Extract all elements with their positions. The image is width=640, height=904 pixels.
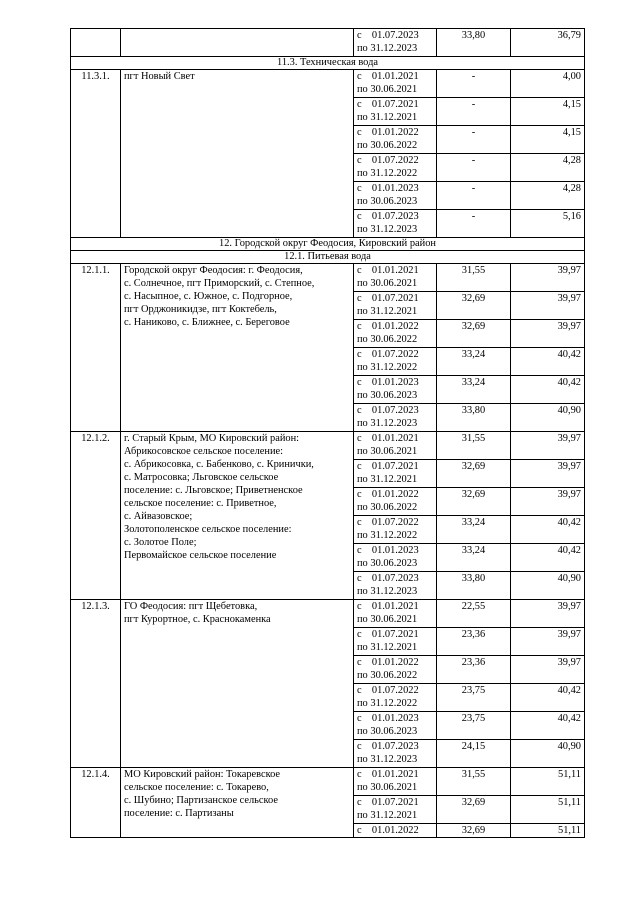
tariff-value-with-vat: 39,97 — [511, 320, 585, 348]
period-to-line — [357, 557, 433, 570]
period-cell — [354, 432, 437, 460]
period-from-prefix: с — [357, 211, 362, 222]
period-from-date: 01.01.2023 — [371, 377, 419, 388]
period-to-line — [357, 417, 433, 430]
period-from-date: 01.01.2021 — [371, 601, 419, 612]
period-from-line — [357, 516, 433, 529]
locality-description — [121, 600, 354, 768]
period-from-line — [357, 656, 433, 669]
tariff-value-without-vat: 33,24 — [437, 544, 511, 572]
period-to-prefix: по — [357, 726, 368, 737]
period-cell — [354, 404, 437, 432]
period-to-date: 30.06.2023 — [370, 558, 418, 569]
period-to-line — [357, 501, 433, 514]
tariff-value-with-vat: 39,97 — [511, 628, 585, 656]
period-cell — [354, 320, 437, 348]
period-cell — [354, 29, 437, 57]
period-cell — [354, 292, 437, 320]
tariff-value-without-vat: 32,69 — [437, 488, 511, 516]
tariff-value-without-vat: 23,75 — [437, 712, 511, 740]
period-from-date: 01.07.2022 — [371, 155, 419, 166]
section-header-feodosia — [71, 238, 585, 251]
period-from-line — [357, 796, 433, 809]
tariff-value-with-vat: 39,97 — [511, 656, 585, 684]
period-from-date: 01.07.2023 — [371, 573, 419, 584]
period-cell — [354, 126, 437, 154]
period-to-prefix: по — [357, 446, 368, 457]
period-from-prefix: с — [357, 461, 362, 472]
period-to-date: 30.06.2021 — [370, 446, 418, 457]
period-cell — [354, 460, 437, 488]
item-number: 12.1.3. — [71, 600, 121, 768]
locality-line: пгт Курортное, с. Краснокаменка — [124, 614, 271, 625]
period-from-date: 01.01.2022 — [371, 825, 419, 836]
period-cell — [354, 516, 437, 544]
period-from-prefix: с — [357, 155, 362, 166]
period-to-prefix: по — [357, 698, 368, 709]
period-from-date: 01.07.2021 — [371, 461, 419, 472]
tariff-value-with-vat: 36,79 — [511, 29, 585, 57]
tariff-value-without-vat: 33,24 — [437, 348, 511, 376]
period-cell — [354, 572, 437, 600]
tariff-value-with-vat: 4,15 — [511, 126, 585, 154]
period-from-line — [357, 348, 433, 361]
tariff-value-with-vat: 40,42 — [511, 544, 585, 572]
tariff-value-with-vat: 39,97 — [511, 600, 585, 628]
period-from-prefix: с — [357, 321, 362, 332]
period-from-prefix: с — [357, 825, 362, 836]
locality-description — [121, 432, 354, 600]
period-from-date: 01.01.2022 — [371, 127, 419, 138]
period-from-line — [357, 70, 433, 83]
period-to-date: 31.12.2023 — [370, 754, 418, 765]
period-to-date: 30.06.2023 — [370, 390, 418, 401]
section-header-feodosia-cell: 12. Городской округ Феодосия, Кировский район — [71, 238, 585, 251]
period-to-prefix: по — [357, 196, 368, 207]
tariff-value-with-vat: 39,97 — [511, 292, 585, 320]
period-cell — [354, 628, 437, 656]
period-from-date: 01.01.2022 — [371, 321, 419, 332]
tariff-value-with-vat: 40,42 — [511, 348, 585, 376]
period-to-line — [357, 361, 433, 374]
period-to-line — [357, 167, 433, 180]
period-to-prefix: по — [357, 362, 368, 373]
period-to-line — [357, 613, 433, 626]
locality-line: ГО Феодосия: пгт Щебетовка, — [124, 601, 258, 612]
tariff-value-without-vat: 32,69 — [437, 460, 511, 488]
period-to-date: 30.06.2021 — [370, 782, 418, 793]
item-number: 12.1.4. — [71, 768, 121, 838]
period-to-prefix: по — [357, 278, 368, 289]
period-from-line — [357, 544, 433, 557]
period-from-line — [357, 126, 433, 139]
period-to-prefix: по — [357, 502, 368, 513]
tariff-value-without-vat: - — [437, 70, 511, 98]
period-from-line — [357, 572, 433, 585]
period-to-prefix: по — [357, 224, 368, 235]
tariff-value-with-vat: 51,11 — [511, 796, 585, 824]
tariff-value-with-vat: 4,00 — [511, 70, 585, 98]
locality-line: с. Айвазовское; — [124, 511, 193, 522]
locality-line: с. Солнечное, пгт Приморский, с. Степное, — [124, 278, 315, 289]
period-from-line — [357, 628, 433, 641]
period-from-line — [357, 740, 433, 753]
period-to-line — [357, 473, 433, 486]
locality-line: Абрикосовское сельское поселение: — [124, 446, 284, 457]
locality-line: поселение: с. Партизаны — [124, 808, 234, 819]
period-to-date: 31.12.2021 — [370, 474, 418, 485]
item-number-empty — [71, 29, 121, 57]
tariff-value-without-vat: 32,69 — [437, 796, 511, 824]
period-to-date: 31.12.2021 — [370, 306, 418, 317]
period-from-line — [357, 154, 433, 167]
period-cell — [354, 684, 437, 712]
period-from-date: 01.07.2022 — [371, 349, 419, 360]
period-to-date: 30.06.2021 — [370, 614, 418, 625]
period-from-prefix: с — [357, 741, 362, 752]
period-from-date: 01.07.2021 — [371, 797, 419, 808]
locality-line: пгт Орджоникидзе, пгт Коктебель, — [124, 304, 277, 315]
period-from-date: 01.01.2021 — [371, 71, 419, 82]
section-header-drinking-water-cell: 12.1. Питьевая вода — [71, 251, 585, 264]
period-to-prefix: по — [357, 642, 368, 653]
tariff-row — [71, 29, 585, 57]
period-from-date: 01.07.2022 — [371, 517, 419, 528]
locality-line: сельское поселение: с. Приветное, — [124, 498, 277, 509]
period-from-line — [357, 600, 433, 613]
locality-line: МО Кировский район: Токаревское — [124, 769, 281, 780]
tariff-value-with-vat: 40,42 — [511, 684, 585, 712]
period-from-line — [357, 824, 433, 837]
tariff-row — [71, 70, 585, 98]
period-from-line — [357, 768, 433, 781]
locality-description — [121, 768, 354, 838]
tariff-value-without-vat: - — [437, 98, 511, 126]
tariff-row — [71, 432, 585, 460]
tariff-value-without-vat: 31,55 — [437, 768, 511, 796]
period-from-line — [357, 264, 433, 277]
tariff-value-without-vat: 31,55 — [437, 264, 511, 292]
locality-line: с. Золотое Поле; — [124, 537, 197, 548]
period-to-date: 31.12.2022 — [370, 362, 418, 373]
period-to-line — [357, 333, 433, 346]
period-cell — [354, 264, 437, 292]
period-to-line — [357, 809, 433, 822]
locality-line: г. Старый Крым, МО Кировский район: — [124, 433, 300, 444]
section-header-technical-water-cell: 11.3. Техническая вода — [71, 57, 585, 70]
period-to-date: 30.06.2022 — [370, 670, 418, 681]
period-to-prefix: по — [357, 168, 368, 179]
tariff-value-without-vat: - — [437, 154, 511, 182]
tariff-value-with-vat: 39,97 — [511, 432, 585, 460]
period-to-date: 31.12.2022 — [370, 530, 418, 541]
period-to-prefix: по — [357, 418, 368, 429]
tariff-value-with-vat: 40,90 — [511, 404, 585, 432]
period-to-line — [357, 669, 433, 682]
period-from-date: 01.07.2023 — [371, 405, 419, 416]
period-from-line — [357, 182, 433, 195]
tariff-value-with-vat: 5,16 — [511, 210, 585, 238]
period-to-date: 31.12.2021 — [370, 112, 418, 123]
period-from-prefix: с — [357, 71, 362, 82]
period-from-date: 01.07.2023 — [371, 211, 419, 222]
tariff-value-with-vat: 39,97 — [511, 264, 585, 292]
period-from-date: 01.07.2023 — [371, 30, 419, 41]
period-to-date: 31.12.2021 — [370, 642, 418, 653]
locality-line: с. Абрикосовка, с. Бабенково, с. Кринички, — [124, 459, 314, 470]
tariff-value-without-vat: - — [437, 182, 511, 210]
period-to-line — [357, 223, 433, 236]
period-cell — [354, 824, 437, 838]
period-cell — [354, 544, 437, 572]
tariff-row — [71, 264, 585, 292]
period-to-line — [357, 139, 433, 152]
period-to-line — [357, 445, 433, 458]
tariff-value-with-vat: 40,42 — [511, 376, 585, 404]
period-to-line — [357, 781, 433, 794]
tariff-value-without-vat: 33,24 — [437, 376, 511, 404]
period-to-line — [357, 697, 433, 710]
period-cell — [354, 740, 437, 768]
period-to-line — [357, 725, 433, 738]
period-to-line — [357, 42, 433, 55]
tariff-value-with-vat: 51,11 — [511, 768, 585, 796]
period-cell — [354, 712, 437, 740]
period-cell — [354, 348, 437, 376]
period-from-prefix: с — [357, 489, 362, 500]
period-to-date: 31.12.2021 — [370, 810, 418, 821]
period-cell — [354, 600, 437, 628]
period-from-prefix: с — [357, 713, 362, 724]
period-to-prefix: по — [357, 670, 368, 681]
period-to-prefix: по — [357, 334, 368, 345]
period-from-prefix: с — [357, 377, 362, 388]
period-from-prefix: с — [357, 293, 362, 304]
tariff-value-without-vat: 33,80 — [437, 29, 511, 57]
period-from-date: 01.01.2021 — [371, 769, 419, 780]
period-from-date: 01.07.2023 — [371, 741, 419, 752]
period-from-line — [357, 29, 433, 42]
section-header-technical-water — [71, 57, 585, 70]
item-number: 11.3.1. — [71, 70, 121, 238]
period-to-line — [357, 277, 433, 290]
tariff-value-without-vat: 33,80 — [437, 572, 511, 600]
period-from-prefix: с — [357, 685, 362, 696]
period-to-prefix: по — [357, 112, 368, 123]
tariff-value-with-vat: 40,42 — [511, 516, 585, 544]
period-to-prefix: по — [357, 390, 368, 401]
locality-line: Первомайское сельское поселение — [124, 550, 277, 561]
tariff-value-with-vat: 39,97 — [511, 488, 585, 516]
period-to-prefix: по — [357, 754, 368, 765]
period-from-line — [357, 210, 433, 223]
period-from-date: 01.07.2022 — [371, 685, 419, 696]
period-to-line — [357, 83, 433, 96]
period-to-date: 30.06.2021 — [370, 84, 418, 95]
section-header-drinking-water — [71, 251, 585, 264]
period-from-date: 01.07.2021 — [371, 293, 419, 304]
period-to-prefix: по — [357, 586, 368, 597]
period-from-prefix: с — [357, 349, 362, 360]
period-to-line — [357, 389, 433, 402]
period-to-prefix: по — [357, 558, 368, 569]
locality-line: поселение: с. Льговское; Приветненское — [124, 485, 303, 496]
period-cell — [354, 768, 437, 796]
tariff-value-without-vat: 32,69 — [437, 320, 511, 348]
tariff-value-without-vat: 31,55 — [437, 432, 511, 460]
tariff-value-with-vat: 51,11 — [511, 824, 585, 838]
period-to-line — [357, 529, 433, 542]
period-cell — [354, 210, 437, 238]
period-from-prefix: с — [357, 517, 362, 528]
period-from-prefix: с — [357, 183, 362, 194]
tariff-table — [70, 28, 585, 838]
period-cell — [354, 488, 437, 516]
locality-description-empty — [121, 29, 354, 57]
period-from-prefix: с — [357, 629, 362, 640]
period-from-prefix: с — [357, 601, 362, 612]
locality-line: с. Насыпное, с. Южное, с. Подгорное, — [124, 291, 293, 302]
period-from-line — [357, 404, 433, 417]
period-from-prefix: с — [357, 769, 362, 780]
period-from-prefix: с — [357, 433, 362, 444]
tariff-value-with-vat: 40,90 — [511, 740, 585, 768]
tariff-value-with-vat: 39,97 — [511, 460, 585, 488]
period-from-prefix: с — [357, 30, 362, 41]
period-from-line — [357, 432, 433, 445]
period-to-line — [357, 305, 433, 318]
period-to-prefix: по — [357, 84, 368, 95]
period-from-date: 01.01.2021 — [371, 433, 419, 444]
tariff-value-without-vat: 32,69 — [437, 824, 511, 838]
period-to-date: 31.12.2023 — [370, 224, 418, 235]
period-to-date: 31.12.2022 — [370, 168, 418, 179]
period-from-date: 01.01.2022 — [371, 489, 419, 500]
period-from-prefix: с — [357, 99, 362, 110]
period-from-line — [357, 320, 433, 333]
period-from-line — [357, 488, 433, 501]
tariff-value-without-vat: 32,69 — [437, 292, 511, 320]
locality-description — [121, 70, 354, 238]
period-to-line — [357, 111, 433, 124]
tariff-value-with-vat: 40,90 — [511, 572, 585, 600]
locality-line: сельское поселение: с. Токарево, — [124, 782, 269, 793]
period-to-prefix: по — [357, 614, 368, 625]
period-from-prefix: с — [357, 405, 362, 416]
period-from-prefix: с — [357, 545, 362, 556]
period-from-prefix: с — [357, 127, 362, 138]
period-from-line — [357, 460, 433, 473]
period-cell — [354, 182, 437, 210]
item-number: 12.1.2. — [71, 432, 121, 600]
period-from-prefix: с — [357, 265, 362, 276]
tariff-value-without-vat: 33,80 — [437, 404, 511, 432]
item-number: 12.1.1. — [71, 264, 121, 432]
period-from-prefix: с — [357, 657, 362, 668]
period-from-prefix: с — [357, 573, 362, 584]
locality-line: пгт Новый Свет — [124, 71, 195, 82]
period-to-line — [357, 753, 433, 766]
period-to-prefix: по — [357, 43, 368, 54]
period-to-date: 31.12.2023 — [370, 418, 418, 429]
tariff-value-without-vat: 24,15 — [437, 740, 511, 768]
locality-line: с. Шубино; Партизанское сельское — [124, 795, 278, 806]
period-from-line — [357, 684, 433, 697]
tariff-value-without-vat: 23,36 — [437, 628, 511, 656]
period-to-line — [357, 585, 433, 598]
period-to-date: 30.06.2022 — [370, 140, 418, 151]
period-to-date: 30.06.2023 — [370, 726, 418, 737]
locality-line: Золотополенское сельское поселение: — [124, 524, 292, 535]
tariff-value-without-vat: 23,36 — [437, 656, 511, 684]
period-to-prefix: по — [357, 306, 368, 317]
period-from-line — [357, 292, 433, 305]
period-to-date: 30.06.2021 — [370, 278, 418, 289]
period-to-date: 30.06.2022 — [370, 334, 418, 345]
period-to-line — [357, 641, 433, 654]
period-cell — [354, 376, 437, 404]
tariff-value-with-vat: 4,28 — [511, 182, 585, 210]
tariff-table-body — [71, 29, 585, 838]
period-cell — [354, 656, 437, 684]
tariff-value-without-vat: 23,75 — [437, 684, 511, 712]
period-to-date: 30.06.2023 — [370, 196, 418, 207]
period-to-prefix: по — [357, 474, 368, 485]
period-to-date: 31.12.2022 — [370, 698, 418, 709]
period-cell — [354, 154, 437, 182]
tariff-value-without-vat: 22,55 — [437, 600, 511, 628]
period-to-prefix: по — [357, 530, 368, 541]
tariff-value-without-vat: 33,24 — [437, 516, 511, 544]
tariff-value-with-vat: 4,15 — [511, 98, 585, 126]
period-from-date: 01.01.2023 — [371, 545, 419, 556]
locality-line: с. Наниково, с. Ближнее, с. Береговое — [124, 317, 290, 328]
period-to-prefix: по — [357, 140, 368, 151]
period-cell — [354, 796, 437, 824]
locality-line: Городской округ Феодосия: г. Феодосия, — [124, 265, 303, 276]
tariff-value-without-vat: - — [437, 210, 511, 238]
period-to-prefix: по — [357, 782, 368, 793]
period-to-prefix: по — [357, 810, 368, 821]
period-from-prefix: с — [357, 797, 362, 808]
period-to-line — [357, 195, 433, 208]
period-cell — [354, 70, 437, 98]
period-from-line — [357, 712, 433, 725]
tariff-row — [71, 768, 585, 796]
tariff-value-with-vat: 4,28 — [511, 154, 585, 182]
period-from-date: 01.01.2022 — [371, 657, 419, 668]
locality-line: с. Матросовка; Льговское сельское — [124, 472, 279, 483]
period-from-date: 01.01.2023 — [371, 183, 419, 194]
period-to-date: 31.12.2023 — [370, 586, 418, 597]
period-from-line — [357, 98, 433, 111]
period-to-date: 31.12.2023 — [370, 43, 418, 54]
tariff-value-without-vat: - — [437, 126, 511, 154]
period-from-date: 01.01.2023 — [371, 713, 419, 724]
period-from-date: 01.07.2021 — [371, 629, 419, 640]
tariff-row — [71, 600, 585, 628]
tariff-value-with-vat: 40,42 — [511, 712, 585, 740]
period-from-date: 01.01.2021 — [371, 265, 419, 276]
period-cell — [354, 98, 437, 126]
period-from-line — [357, 376, 433, 389]
period-to-date: 30.06.2022 — [370, 502, 418, 513]
period-from-date: 01.07.2021 — [371, 99, 419, 110]
locality-description — [121, 264, 354, 432]
